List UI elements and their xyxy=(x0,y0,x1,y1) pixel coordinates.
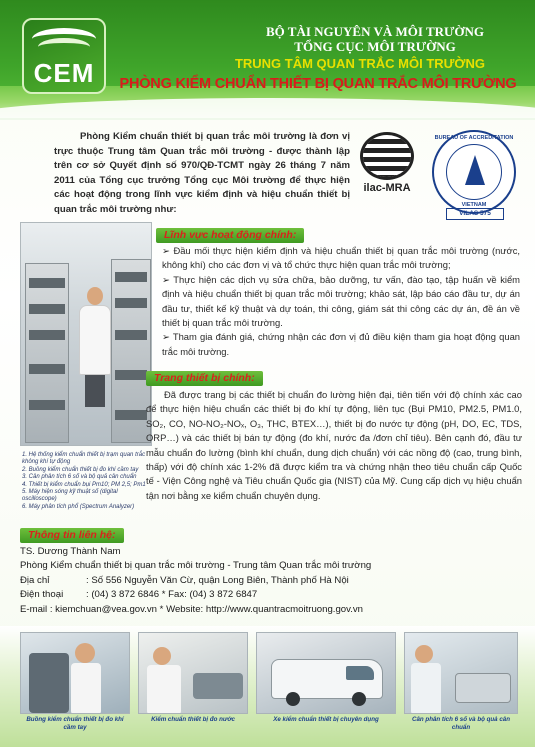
agency-name: TỔNG CỤC MÔI TRƯỜNG xyxy=(294,39,456,54)
bottom-caption: Cân phân tích 6 số và bộ quả cân chuẩn xyxy=(412,716,510,731)
intro-text: Phòng Kiểm chuẩn thiết bị quan trắc môi trường là đơn vị trực thuộc Trung tâm Quan trắc môi trường - được thành lập trên cơ sở Quyết định số 970/QĐ-TCMT ngày 26 tháng 7 năm 2011 của Tổng cục trưởng Tổng cục Môi trường để thực hiện các hoạt động trong lĩnh vực kiểm định và hiệu chuẩn thiết bị quan trắc môi trường như: xyxy=(54,131,350,215)
address-row xyxy=(20,574,530,588)
logo-arc-inner xyxy=(38,38,90,56)
equipment-rack-left xyxy=(25,263,69,443)
activity-item: ➢ Tham gia đánh giá, chứng nhận các đơn vị đủ điều kiện tham gia hoạt động quan trắc môi trường. xyxy=(162,331,520,357)
header-swoosh xyxy=(0,98,535,120)
address-value: : Số 556 Nguyễn Văn Cừ, quận Long Biên, Thành phố Hà Nội xyxy=(86,574,349,586)
boa-inner-ring xyxy=(446,144,502,200)
phone-label: Điện thoại xyxy=(20,589,64,601)
equipment-rack-right xyxy=(111,259,151,443)
photo-caption-list xyxy=(22,452,154,511)
contact-person: TS. Dương Thành Nam xyxy=(20,546,121,557)
section-title-activities: Lĩnh vực hoạt động chính: xyxy=(156,228,304,243)
boa-ring-text-top: BUREAU OF ACCREDITATION xyxy=(434,135,514,141)
header-banner xyxy=(0,0,535,120)
intro-paragraph xyxy=(54,130,350,217)
contact-org: Phòng Kiểm chuẩn thiết bị quan trắc môi trường - Trung tâm Quan trắc môi trường xyxy=(20,560,372,572)
activity-item: ➢ Thực hiện các dịch vụ sửa chữa, bảo dưỡng, tư vấn, đào tạo, tập huấn về kiểm định và hiệu chuẩn thiết bị quan trắc môi trường; khảo sát, lập báo cáo đầu tư, dự án đầu tư, thiết kế kỹ thuật và dự toán, thi công, giám sát thi công các dự án, đề án về thiết bị quan trắc môi trường. xyxy=(162,273,520,329)
section-title-contact: Thông tin liên hệ: xyxy=(20,528,124,543)
photo-analytical-balance xyxy=(404,632,518,714)
boa-seal xyxy=(432,130,516,214)
logo-text: CEM xyxy=(33,58,95,88)
ilac-mra-badge xyxy=(352,132,422,204)
phone-value: : (04) 3 872 6846 * Fax: (04) 3 872 6847 xyxy=(86,589,258,601)
triangle-icon xyxy=(465,155,485,185)
bottom-caption: Kiểm chuẩn thiết bị đo nước xyxy=(151,716,235,723)
email-website-line: E-mail : kiemchuan@vea.gov.vn * Website: http://www.quantracmoitruong.gov.vn xyxy=(20,603,364,615)
photo-caption: 6. Máy phân tích phổ (Spectrum Analyzer) xyxy=(22,503,135,510)
ilac-label: ilac-MRA xyxy=(363,182,411,194)
van-figure xyxy=(271,659,383,699)
ministry-name: BỘ TÀI NGUYÊN VÀ MÔI TRƯỜNG xyxy=(265,24,485,39)
globe-icon xyxy=(360,132,414,180)
activities-list xyxy=(162,244,520,359)
photo-caption: 4. Thiết bị kiểm chuẩn bụi Pm10; PM 2,5; Pm1 xyxy=(22,481,146,488)
boa-ring-text-bottom: VIETNAM xyxy=(461,202,487,208)
equipment-description xyxy=(146,388,522,503)
bottom-caption: Buồng kiểm chuẩn thiết bị đo khí cầm tay xyxy=(26,716,124,731)
equipment-text: Đã được trang bị các thiết bị chuẩn đo lường hiện đại, tiên tiến với độ chính xác cao để thực hiện hiệu chuẩn các thiết bị đo khí tự động, liên tục (Bụi PM10, PM2.5, PM1.0, SO₂, CO, NO-NO₂-NOₓ, O₃, THC, BTEX…), thiết bị đo nước tự động (pH, DO, EC, TDS, ORP…) và các thiết bị bán tự động (đo khí, nước đa /đơn chỉ tiêu). Bên cạnh đó, đầu tư mẫu chuẩn đo lường (bình khí chuẩn, dung dịch chuẩn) với các nồng độ (cao, trung bình, thấp) với độ chính xác 1-2% đã được kiểm tra và chứng nhận theo tiêu chuẩn cấp Quốc tế - Viện Công nghệ và Tiêu chuẩn Quốc gia (NIST) của Mỹ. Cung cấp dịch vụ hiệu chuẩn tận nơi bằng xe kiểm chuẩn chuyên dụng. xyxy=(146,389,522,501)
photo-caption: 3. Cân phân tích 6 số và bộ quả cân chuẩn xyxy=(22,474,137,481)
photo-caption: 1. Hệ thống kiểm chuẩn thiết bị trạm quan trắc không khí tự động xyxy=(22,452,146,466)
photo-water-calibration xyxy=(138,632,248,714)
vilas-badge: VILAS 575 xyxy=(446,208,504,220)
phone-row xyxy=(20,588,530,602)
activity-item: ➢ Đầu mối thực hiện kiểm định và hiệu chuẩn thiết bị quan trắc môi trường (nước, không khí) cho các đơn vị và tổ chức thực hiện quan trắc môi trường; xyxy=(162,245,520,271)
photo-caption: 5. Máy hiện sóng kỹ thuật số (digital oscilloscope) xyxy=(22,489,118,503)
bottom-caption: Xe kiểm chuẩn thiết bị chuyên dụng xyxy=(273,716,379,723)
photo-calibration-van xyxy=(256,632,396,714)
technician-figure xyxy=(77,287,111,407)
address-label: Địa chỉ xyxy=(20,574,50,586)
lab-photo xyxy=(20,222,152,446)
cem-logo xyxy=(22,18,106,94)
contact-block xyxy=(20,545,530,617)
center-name: TRUNG TÂM QUAN TRẮC MÔI TRƯỜNG xyxy=(234,56,486,71)
photo-gas-chamber xyxy=(20,632,130,714)
photo-caption: 2. Buồng kiểm chuẩn thiết bị đo khí cầm tay xyxy=(22,466,139,473)
department-title: PHÒNG KIỂM CHUẨN THIẾT BỊ QUAN TRẮC MÔI TRƯỜNG xyxy=(119,76,517,92)
section-title-equipment: Trang thiết bị chính: xyxy=(146,371,263,386)
